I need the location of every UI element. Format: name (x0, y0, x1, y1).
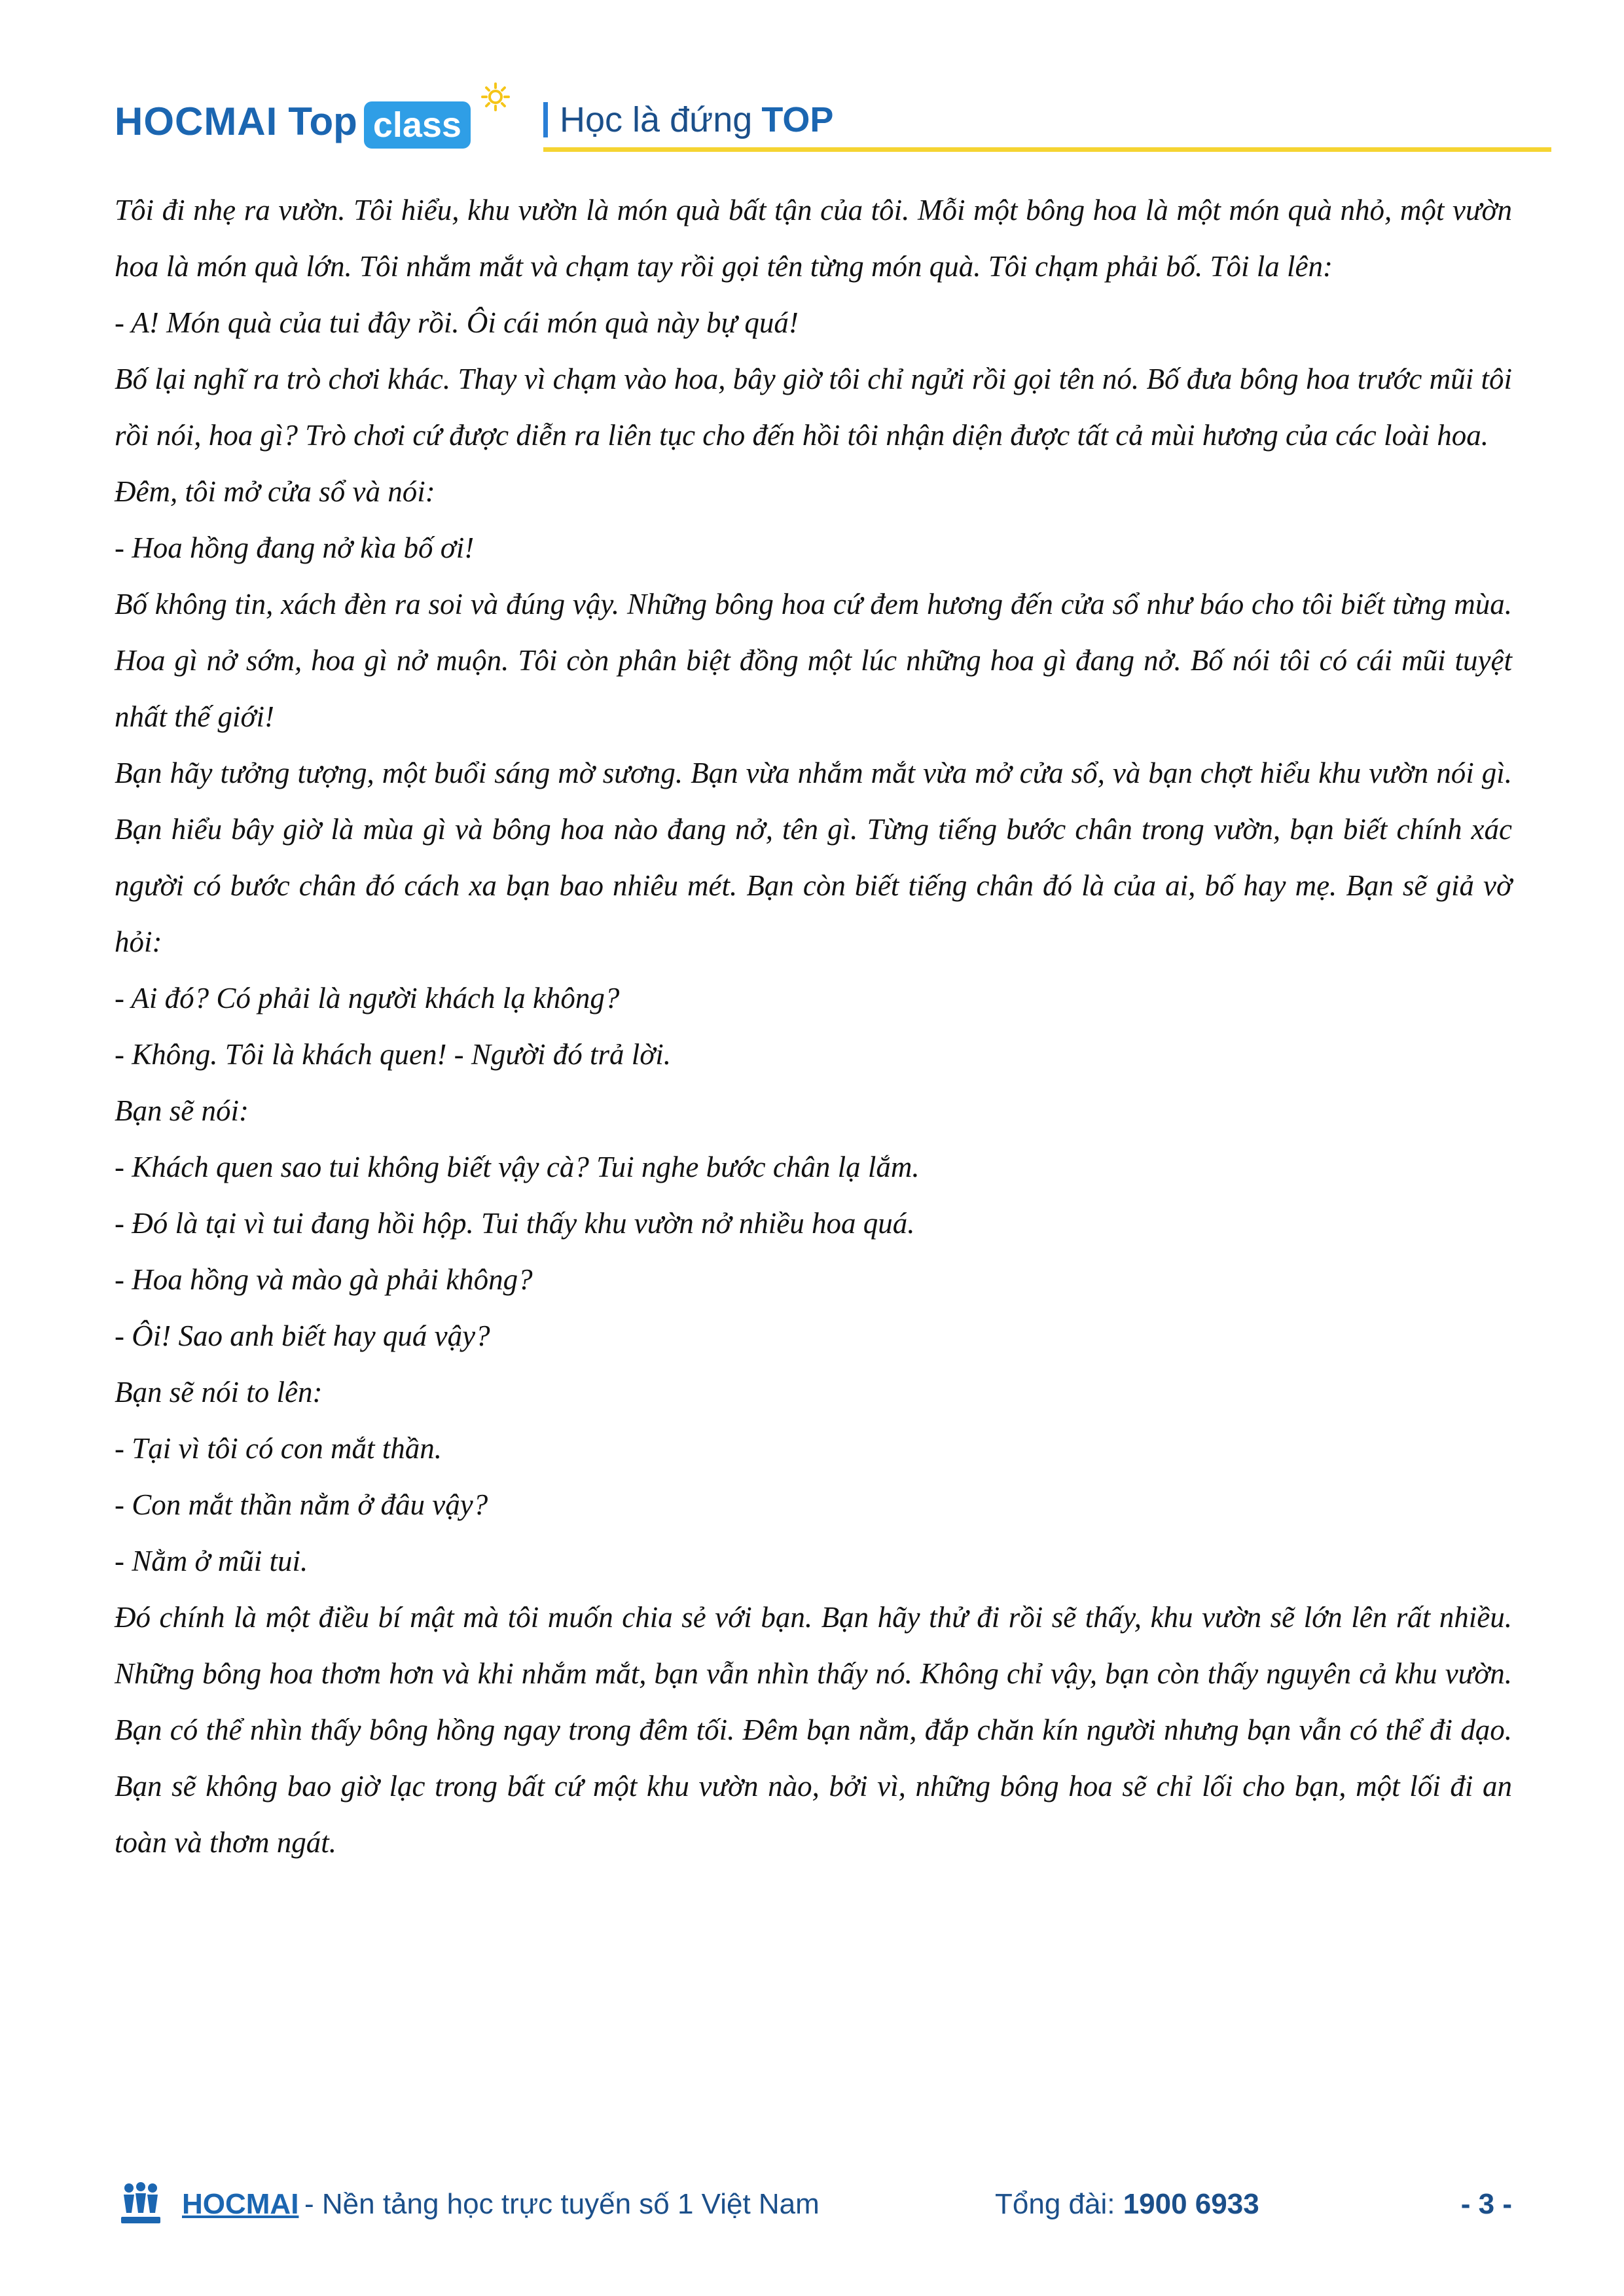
paragraph: Tôi đi nhẹ ra vườn. Tôi hiểu, khu vườn là món quà bất tận của tôi. Mỗi một bông hoa là một món quà nhỏ, một vườn hoa là món quà lớn. Tôi nhắm mắt và chạm tay rồi gọi tên từng món quà. Tôi chạm phải bố. Tôi la lên: (115, 194, 1512, 283)
paragraph: Bạn sẽ nói to lên: (115, 1376, 323, 1408)
footer-brand-link[interactable]: HOCMAI (182, 2188, 299, 2220)
footer-hotline (995, 2188, 1259, 2221)
paragraph: - Khách quen sao tui không biết vậy cà? Tui nghe bước chân lạ lắm. (115, 1151, 920, 1183)
hotline-label: Tổng đài: (995, 2188, 1123, 2220)
story-text (115, 182, 1512, 1871)
paragraph: Bạn sẽ nói: (115, 1094, 249, 1127)
paragraph: Bạn hãy tưởng tượng, một buổi sáng mờ sương. Bạn vừa nhắm mắt vừa mở cửa sổ, và bạn chợt hiểu khu vườn nói gì. Bạn hiểu bây giờ là mùa gì và bông hoa nào đang nở, tên gì. Từng tiếng bước chân trong vườn, bạn biết chính xác người có bước chân đó cách xa bạn bao nhiêu mét. Bạn còn biết tiếng chân đó là của ai, bố hay mẹ. Bạn sẽ giả vờ hỏi: (115, 757, 1512, 958)
footer-slogan: - Nền tảng học trực tuyến số 1 Việt Nam (304, 2188, 820, 2220)
sun-icon (481, 82, 510, 111)
paragraph: - Nằm ở mũi tui. (115, 1545, 308, 1577)
paragraph: - Hoa hồng đang nở kìa bố ơi! (115, 531, 475, 564)
logo-class-badge: class (364, 101, 471, 149)
header-tagline (543, 94, 833, 146)
hocmai-people-icon (115, 2181, 167, 2227)
page-header (115, 75, 1551, 154)
paragraph: - Con mắt thần nằm ở đâu vậy? (115, 1488, 488, 1521)
tagline-divider (543, 102, 548, 137)
paragraph: - A! Món quà của tui đây rồi. Ôi cái món quà này bự quá! (115, 306, 799, 339)
paragraph: Bố lại nghĩ ra trò chơi khác. Thay vì chạm vào hoa, bây giờ tôi chỉ ngửi rồi gọi tên nó. Bố đưa bông hoa trước mũi tôi rồi nói, hoa gì? Trò chơi cứ được diễn ra liên tục cho đến hồi tôi nhận diện được tất cả mùi hương của các loài hoa. (115, 363, 1512, 452)
paragraph: - Ai đó? Có phải là người khách lạ không? (115, 982, 620, 1014)
paragraph: - Ôi! Sao anh biết hay quá vậy? (115, 1319, 490, 1352)
page-number: - 3 - (1460, 2188, 1512, 2220)
logo-top-text: Top (288, 99, 357, 143)
paragraph: - Tại vì tôi có con mắt thần. (115, 1432, 442, 1465)
hotline-number: 1900 6933 (1123, 2188, 1259, 2220)
page-footer (115, 2176, 1551, 2235)
tagline-prefix: Học là đứng (560, 100, 753, 139)
header-underline (543, 147, 1551, 152)
paragraph: Bố không tin, xách đèn ra soi và đúng vậy. Những bông hoa cứ đem hương đến cửa sổ như báo cho tôi biết từng mùa. Hoa gì nở sớm, hoa gì nở muộn. Tôi còn phân biệt đồng một lúc những hoa gì đang nở. Bố nói tôi có cái mũi tuyệt nhất thế giới! (115, 588, 1512, 733)
logo-hocmai-text: HOCMAI (115, 99, 278, 143)
hocmai-topclass-logo (115, 92, 471, 151)
paragraph: Đó chính là một điều bí mật mà tôi muốn chia sẻ với bạn. Bạn hãy thử đi rồi sẽ thấy, khu vườn sẽ lớn lên rất nhiều. Những bông hoa thơm hơn và khi nhắm mắt, bạn vẫn nhìn thấy nó. Không chỉ vậy, bạn còn thấy nguyên cả khu vườn. Bạn có thể nhìn thấy bông hồng ngay trong đêm tối. Đêm bạn nằm, đắp chăn kín người nhưng bạn vẫn có thể đi dạo. Bạn sẽ không bao giờ lạc trong bất cứ một khu vườn nào, bởi vì, những bông hoa sẽ chỉ lối cho bạn, một lối đi an toàn và thơm ngát. (115, 1601, 1512, 1859)
paragraph: Đêm, tôi mở cửa sổ và nói: (115, 475, 435, 508)
paragraph: - Đó là tại vì tui đang hồi hộp. Tui thấy khu vườn nở nhiều hoa quá. (115, 1207, 915, 1240)
tagline-top: TOP (761, 100, 834, 139)
paragraph: - Hoa hồng và mào gà phải không? (115, 1263, 533, 1296)
paragraph: - Không. Tôi là khách quen! - Người đó trả lời. (115, 1038, 672, 1071)
